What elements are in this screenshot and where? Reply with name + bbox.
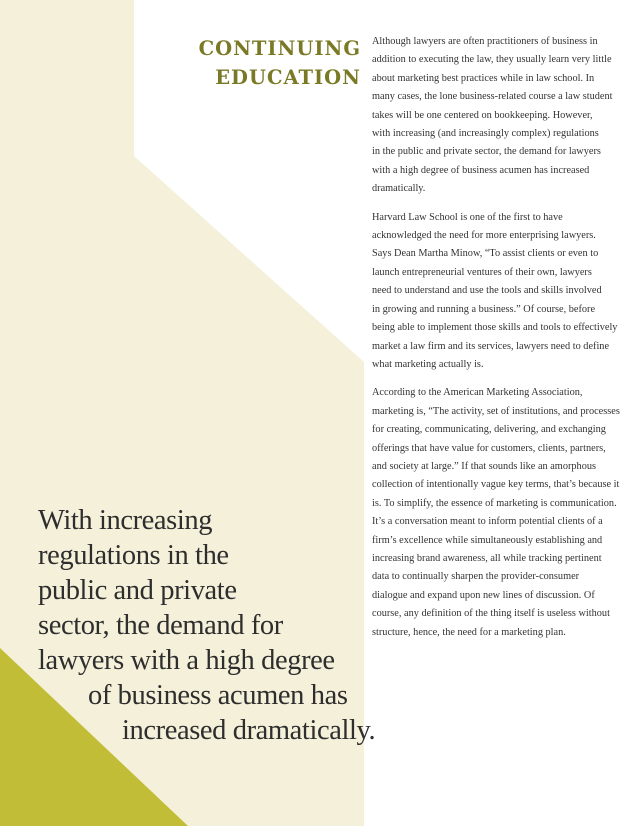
text-line: with a high degree of business acumen has increased [372, 164, 590, 176]
text-line: dramatically. [372, 183, 426, 195]
text-line: in the public and private sector, the demand for lawyers [372, 146, 601, 158]
text-line: takes will be one centered on bookkeeping. However, [372, 109, 593, 121]
text-line: launch entrepreneurial ventures of their own, lawyers [372, 266, 592, 278]
text-line: data to continually sharpen the provider-consumer [372, 571, 580, 583]
text-line: what marketing actually is. [372, 358, 484, 370]
pull-quote-line: increased dramatically. [122, 715, 376, 746]
text-line: Harvard Law School is one of the first to have [372, 211, 563, 223]
text-line: and society at large.” If that sounds like an amorphous [372, 460, 596, 472]
text-line: increasing brand awareness, all while tracking pertinent [372, 552, 602, 564]
text-line: need to understand and use the tools and skills involved [372, 285, 602, 297]
paragraph [372, 209, 618, 375]
pull-quote-line: regulations in the [38, 540, 229, 571]
text-line: about marketing best practices while in law school. In [372, 72, 595, 84]
pull-quote-line: lawyers with a high degree [38, 645, 335, 676]
text-line: collection of intentionally vague key terms, that’s because it [372, 479, 620, 491]
pull-quote-line: With increasing [38, 505, 213, 536]
pull-quote-line: of business acumen has [88, 680, 348, 711]
section-heading [199, 34, 361, 92]
text-line: It’s a conversation meant to inform potential clients of a [372, 516, 603, 528]
text-line: Although lawyers are often practitioners of business in [372, 36, 598, 47]
body-text-column [372, 33, 620, 652]
heading-line: EDUCATION [215, 66, 361, 89]
text-line: market a law firm and its services, lawyers need to define [372, 340, 610, 352]
text-line: in growing and running a business.” Of course, before [372, 303, 596, 315]
text-line: marketing is, “The activity, set of institutions, and processes [372, 405, 620, 417]
paragraph [372, 384, 620, 642]
text-line: addition to executing the law, they usually learn very little [372, 54, 612, 66]
text-line: with increasing (and increasingly complex) regulations [372, 128, 599, 140]
text-line: dialogue and expand upon new lines of discussion. Of [372, 589, 595, 601]
text-line: acknowledged the need for more enterprising lawyers. [372, 230, 596, 242]
text-line: Says Dean Martha Minow, “To assist clients or even to [372, 248, 599, 260]
text-line: structure, hence, the need for a marketing plan. [372, 626, 566, 638]
text-line: many cases, the lone business-related course a law student [372, 91, 613, 103]
pull-quote-line: sector, the demand for [38, 610, 283, 641]
pull-quote-line: public and private [38, 575, 237, 606]
text-line: According to the American Marketing Association, [372, 387, 583, 399]
text-line: is. To simplify, the essence of marketing is communication. [372, 497, 617, 509]
text-line: for creating, communicating, delivering, and exchanging [372, 424, 606, 436]
paragraph [372, 33, 613, 199]
text-line: offerings that have value for customers, clients, partners, [372, 442, 606, 454]
text-line: course, any definition of the thing itself is useless without [372, 608, 610, 620]
text-line: being able to implement those skills and tools to effectively [372, 322, 618, 334]
text-line: firm’s excellence while simultaneously establishing and [372, 534, 603, 546]
pull-quote [38, 503, 375, 748]
heading-line: CONTINUING [198, 37, 361, 60]
